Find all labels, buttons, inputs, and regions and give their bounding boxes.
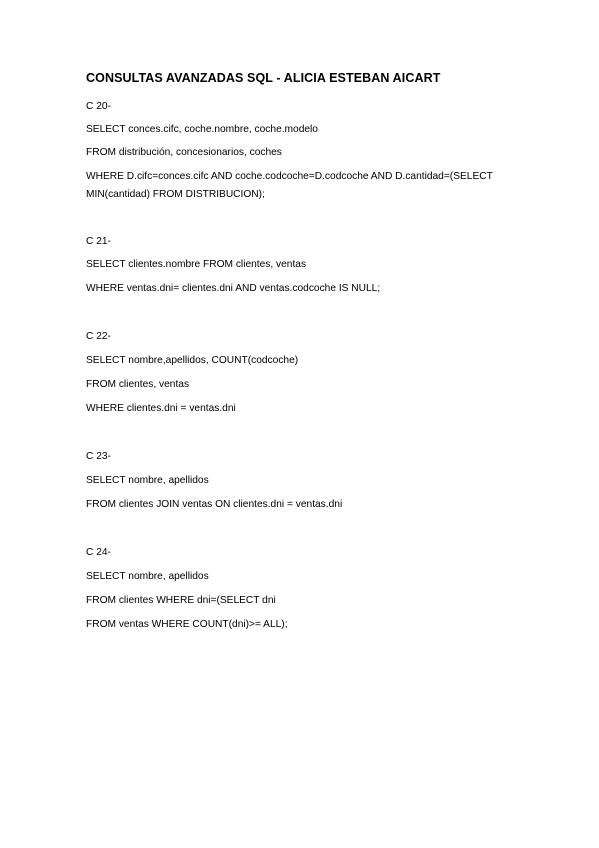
query-line: FROM distribución, concesionarios, coches (86, 147, 282, 158)
query-line: FROM clientes JOIN ventas ON clientes.dni = ventas.dni (86, 499, 343, 510)
query-line: SELECT nombre, apellidos (86, 571, 209, 582)
query-line: SELECT conces.cifc, coche.nombre, coche.modelo (86, 124, 318, 135)
query-line: WHERE D.cifc=conces.cifc AND coche.codcoche=D.codcoche AND D.cantidad=(SELECT MIN(cantidad) FROM DISTRIBUCION); (86, 171, 493, 200)
section-heading-c22: C 22- (86, 331, 111, 342)
query-line: FROM clientes WHERE dni=(SELECT dni (86, 595, 276, 606)
section-heading-c24: C 24- (86, 547, 111, 558)
section-heading-c20: C 20- (86, 101, 111, 112)
query-line: FROM ventas WHERE COUNT(dni)>= ALL); (86, 619, 288, 630)
query-line: WHERE ventas.dni= clientes.dni AND ventas.codcoche IS NULL; (86, 283, 381, 294)
query-line: SELECT nombre,apellidos, COUNT(codcoche) (86, 355, 299, 366)
section-heading-c23: C 23- (86, 451, 111, 462)
query-line: FROM clientes, ventas (86, 379, 190, 390)
query-line: SELECT nombre, apellidos (86, 475, 209, 486)
document-title: CONSULTAS AVANZADAS SQL - ALICIA ESTEBAN AICART (86, 71, 441, 85)
section-heading-c21: C 21- (86, 236, 111, 247)
query-line: WHERE clientes.dni = ventas.dni (86, 403, 236, 414)
query-line: SELECT clientes.nombre FROM clientes, ventas (86, 259, 307, 270)
